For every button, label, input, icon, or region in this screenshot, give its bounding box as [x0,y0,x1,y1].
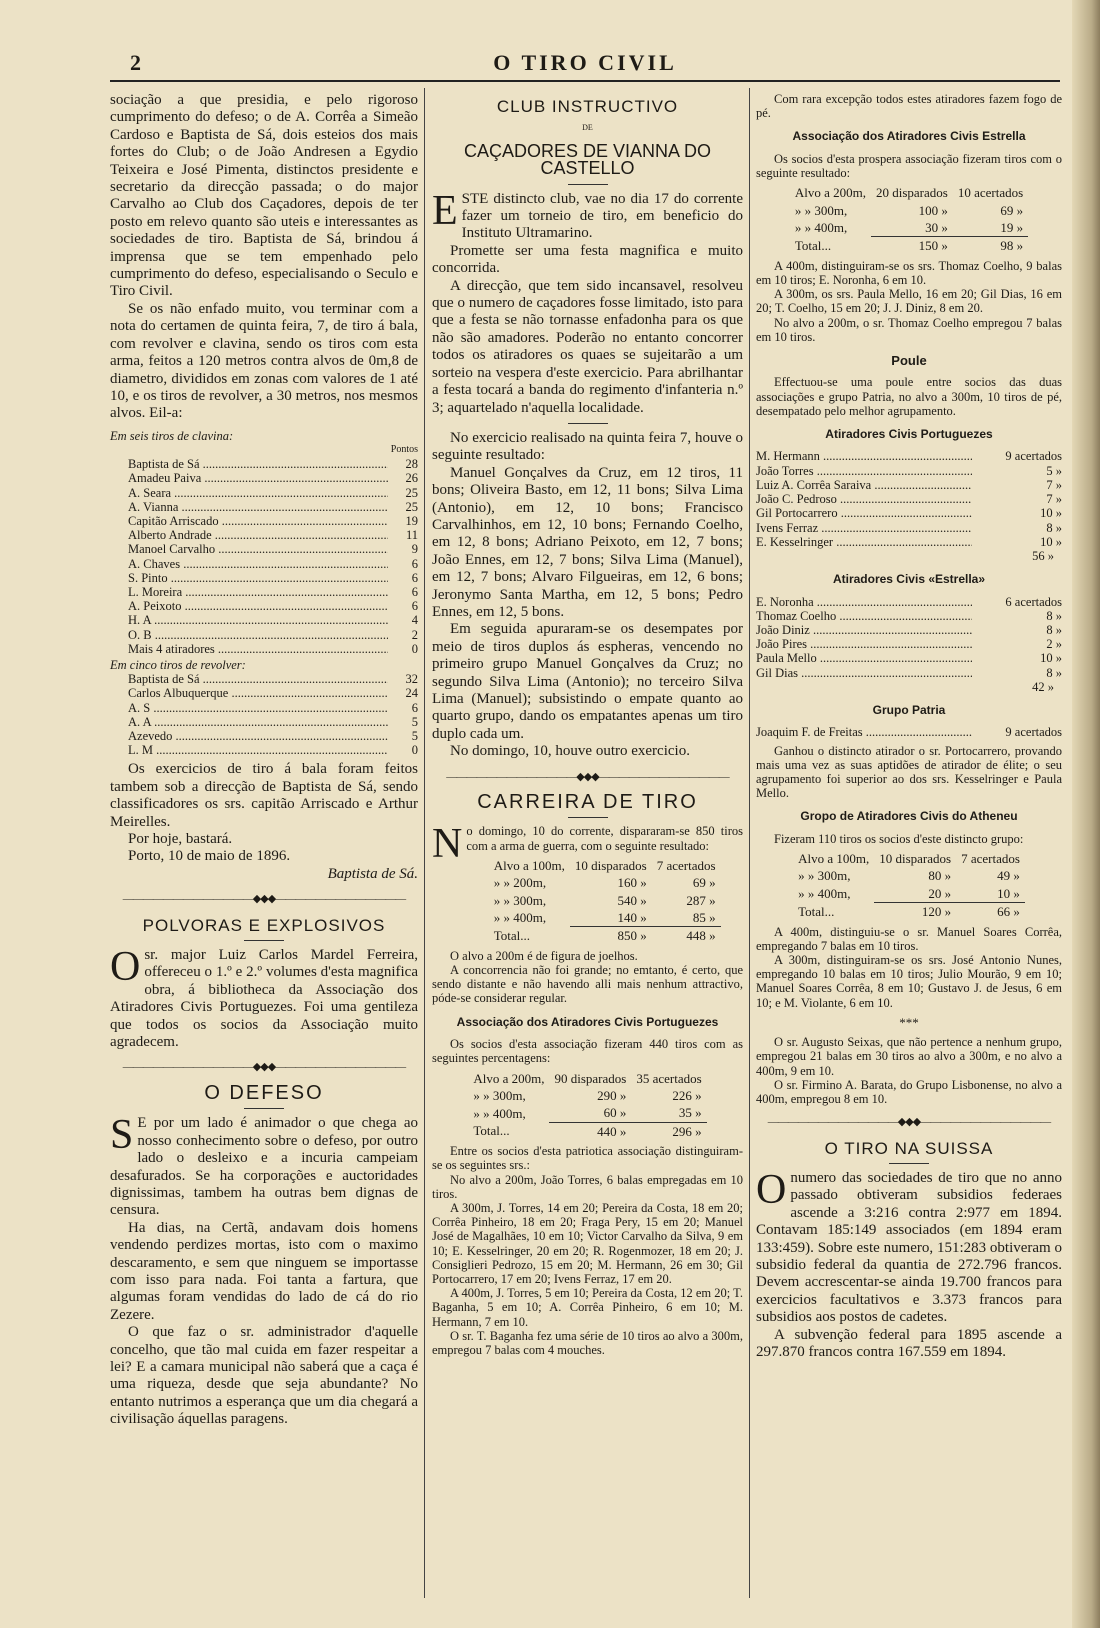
table-cell: » » 300m, [473,1087,526,1103]
table-cell: 80 » [928,868,952,884]
list-item-value: 8 » [1046,520,1062,535]
paragraph: Os socios d'esta associação fizeram 440 tiros com as seguintes percentagens: [432,1037,743,1066]
table-row [489,909,721,927]
poule-list [756,725,1062,739]
ornament: —————————————◆◆◆————————————— [122,1061,406,1074]
list-item-value: 5 [411,714,418,729]
list-item-name: A. S ..... [128,701,388,715]
table-row [790,202,1028,219]
paragraph: o domingo, 10 do corrente, dispararam-se 850 tiros com a arma de guerra, com o seguinte resultado: [466,824,743,853]
list-item [128,599,418,613]
table-cell: 448 » [686,928,716,944]
short-rule [244,940,284,941]
asterism: *** [899,1014,919,1030]
paragraph: A subvenção federal para 1895 ascende a 297.870 francos contra 167.559 em 1894. [756,1326,1062,1361]
paragraph: numero das sociedades de tiro que no anno passado obtiveram subsidios federaes ascende a 3:216 contra 2:977 em 1894. Contavam 185:149 associados (em 1894 eram 133:459). Sobre este numero, 151:283 obtiveram o subsidio federal da quantia de 272.796 francos. Devem accrescentar-se ainda 19.700 francos para exercicios facultativos e 3.373 francos para subsidios aos postos de cadetes. [756,1170,1062,1326]
list-item [756,725,1062,739]
drop-cap: S [110,1112,134,1159]
table-row [489,927,721,945]
list-item-name: João C. Pedroso ..... [756,492,972,506]
table-cell: Alvo a 200m, [794,185,866,201]
list-item-name: A. Seara ..... [128,486,388,500]
paragraph: Os exercicios de tiro á bala foram feitos tambem sob a direcção de Baptista de Sá, sendo classificadores os srs. capitão Arriscado e Arthur Meirelles. [110,761,418,830]
list-item-name: H. A ..... [128,613,388,627]
list-item-value: 5 [411,728,418,743]
list-item [128,729,418,743]
column-2 [432,92,743,1357]
list-item-value: 6 [411,570,418,585]
paragraph: sr. major Luiz Carlos Mardel Ferreira, offereceu o 1.º e 2.º volumes d'esta magnifica obra, á bibliotheca da Associação dos Atiradores Civis Portuguezes. Foi uma gentileza que todos os socios da Associação muito agradecem. [110,947,418,1051]
list-item-value: 8 » [1046,608,1062,623]
table-cell: 140 » [570,909,652,927]
table-cell: 10 acertados [957,185,1024,201]
list-item-name: Amadeu Paiva ..... [128,471,388,485]
column-divider [749,88,750,1598]
list-item [128,642,418,656]
table-cell: 120 » [921,904,952,920]
list-item-value: 8 » [1046,622,1062,637]
list-item-value: 2 » [1046,637,1062,652]
list-item [128,542,418,556]
list-item [756,449,1062,463]
table-cell: Alvo a 100m, [798,850,870,866]
table-cell: 30 » [871,219,953,237]
table-cell: 98 » [1000,238,1024,254]
clavina-label: Em seis tiros de clavina: [110,428,234,443]
table-cell: 150 » [918,238,948,254]
list-item [128,500,418,514]
short-rule [244,1108,284,1109]
section-title: O DEFESO [204,1081,324,1104]
paragraph: A concorrencia não foi grande; no emtanto, é certo, que sendo distante e não havendo alli mais nenhum attractivo, póde-se considerar regular. [432,963,743,1006]
list-item-name: João Torres ..... [756,464,972,478]
drop-cap: N [432,821,463,868]
paragraph: Ganhou o distincto atirador o sr. Portocarrero, provando mais uma vez as suas aptidões de atirador de élite; o seu agrupamento foi superior ao dos srs. Kesselringer e Paula Mello. [756,743,1062,801]
subsection-title: Associação dos Atiradores Civis Estrella [792,129,1026,144]
paragraph: A 400m, J. Torres, 5 em 10; Pereira da Costa, 12 em 20; T. Baganha, 5 em 10; A. Corrêa Pinheiro, 6 em 10; M. Hermann, 7 em 10. [432,1286,743,1329]
column-1 [110,92,418,1429]
list-item [128,715,418,729]
ornament: —————————————◆◆◆————————————— [446,770,729,783]
subsection-title: Associação dos Atiradores Civis Portuguezes [456,1014,719,1029]
drop-cap: O [110,944,141,991]
ornament: —————————————◆◆◆————————————— [767,1116,1051,1129]
section-title-de: DE [582,123,593,133]
table-cell: 10 disparados [574,857,647,873]
table-cell: Alvo a 200m, [473,1070,545,1086]
list-item-value: 6 [411,700,418,715]
list-item-name: A. Peixoto ..... [128,599,388,613]
list-item-name: Carlos Albuquerque ..... [128,686,388,700]
list-item-value: 9 acertados [1005,449,1062,464]
table-row [489,857,721,874]
paragraph: O sr. Firmino A. Barata, do Grupo Lisbonense, no alvo a 400m, empregou 8 em 10. [756,1077,1062,1107]
paragraph: Fizeram 110 tiros os socios d'este distincto grupo: [774,831,1024,846]
list-item-value: 6 [411,584,418,599]
list-item-value: 5 » [1046,463,1062,478]
list-item-value: 9 acertados [1005,725,1062,740]
list-item [756,637,1062,651]
table-cell: 66 » [997,904,1020,920]
list-item [128,457,418,471]
table-row [793,885,1025,903]
drop-cap: E [432,187,458,234]
list-item-value: 2 [411,627,418,642]
list-item-name: S. Pinto ..... [128,571,388,585]
list-item [128,672,418,686]
table-cell: 90 disparados [554,1070,627,1086]
dateline: Porto, 10 de maio de 1896. [128,848,291,865]
short-rule [889,1163,929,1164]
page-header [110,48,1060,78]
section-title: POLVORAS E EXPLOSIVOS [142,915,386,935]
section-title: O TIRO NA SUISSA [824,1138,994,1158]
paragraph: A 400m, distinguiram-se os srs. Thomaz Coelho, 9 balas em 10 tiros; E. Noronha, 6 em 10. [756,258,1062,288]
list-item-value: 6 [411,556,418,571]
list-item [128,571,418,585]
table-cell: » » 400m, [493,910,547,926]
section-title: CARREIRA DE TIRO [477,791,698,814]
table-cell: 85 » [652,909,721,927]
column-3 [756,92,1062,1362]
list-item [756,506,1062,520]
paragraph: sociação a que presidia, e pelo rigoroso cumprimento do defeso; o de A. Corrêa a Simeão Cardoso e Baptista de Sá, dois esteios dos mais fortes do Club; o de João Andresen a Egydio Teixeira e José Pimenta, distinctos presidente e secretario da direcção passada; o do major Carvalho ao Club dos Caçadores, depois de ter posto em relevo quanto são uteis e interessantes as sociedades de tiro. Baptista de Sá, brindou á imprensa que se tem empenhado pelo cumprimento do defeso, especialisando o Seculo e Tiro Civil. [110,92,418,300]
paragraph: Se os não enfado muito, vou terminar com a nota do certamen de quinta feira, 7, de tiro á bala, com revolver e clavina, sendo os tiros com esta arma, feitos a 120 metros contra alvos de 0m,8 de diametro, divididos em zonas com valores de 1 até 10, e os tiros de revolver, a 30 metros, nos mesmos alvos. Eil-a: [110,300,418,422]
table-cell: 296 » [672,1123,702,1139]
table-cell: 287 » [686,892,716,908]
list-item-value: 11 [405,528,418,543]
table-row [793,850,1025,867]
list-item-name: L. M ..... [128,743,388,757]
list-item-value: 25 [405,499,418,514]
list-item-name: Joaquim F. de Freitas ..... [756,725,972,739]
paragraph: O sr. T. Baganha fez uma série de 10 tiros ao alvo a 300m, empregou 7 balas com 4 mouches. [432,1328,743,1357]
list-item [756,666,1062,680]
paragraph: Os socios d'esta prospera associação fizeram tiros com o seguinte resultado: [756,151,1062,181]
paragraph: O sr. Augusto Seixas, que não pertence a nenhum grupo, empregou 21 balas em 30 tiros ao alvo a 300m, e no alvo a 400m, 9 em 10. [756,1035,1062,1078]
table-cell: Total... [798,903,835,919]
table-cell: 10 » [956,885,1025,903]
table-row [489,874,721,891]
list-item [756,623,1062,637]
poule-total: 42 » [1032,679,1054,694]
paragraph: O alvo a 200m é de figura de joelhos. [450,948,638,963]
list-item [756,478,1062,492]
table-cell: 20 » [874,885,956,903]
list-item-value: 8 » [1046,665,1062,680]
section-title: CLUB INSTRUCTIVO [496,97,679,116]
ornament: —————————————◆◆◆————————————— [122,893,406,906]
list-item-value: 7 » [1046,492,1062,507]
list-item [128,686,418,700]
list-item-value: 28 [405,457,418,472]
table-cell: Alvo a 100m, [493,857,565,873]
column-divider [424,88,425,1598]
pontos-label: Pontos [390,443,418,455]
table-cell: 7 acertados [961,850,1020,866]
table-cell: 440 » [597,1123,627,1139]
list-item-value: 10 » [1040,534,1062,549]
table-cell: Total... [794,238,832,254]
table-cell: 69 » [1000,202,1024,218]
paragraph: Com rara excepção todos estes atiradores fazem fogo de pé. [756,92,1062,121]
results-table [793,850,1025,921]
list-item [756,492,1062,506]
paragraph: Em seguida apuraram-se os desempates por meio de tiros duplos ás espheras, vencendo no primeiro grupo Manuel Gonçalves da Cruz; no segundo Silva Lima (Antonio); no terceiro Silva Lima (Manuel); subsistindo o empate quanto ao quarto grupo, dando os empatantes apenas um tiro duplo cada um. [432,621,743,742]
list-item-name: Baptista de Sá ..... [128,457,388,471]
short-rule [568,184,608,185]
list-item-name: Thomaz Coelho ..... [756,609,972,623]
list-item [128,585,418,599]
subsection-title: Gropo de Atiradores Civis do Atheneu [800,809,1018,824]
subsection-title: Atiradores Civis Portuguezes [825,427,993,442]
table-cell: » » 200m, [493,875,547,891]
table-row [793,867,1025,884]
table-cell: » » 400m, [798,886,851,902]
subsection-title: Poule [891,353,927,369]
table-row [468,1104,706,1122]
table-cell: 35 acertados [636,1070,702,1086]
table-cell: 19 » [953,219,1028,237]
paragraph: STE distincto club, vae no dia 17 do corrente fazer um torneio de tiro, em beneficio do Instituto Ultramarino. [461,190,743,242]
list-item-value: 19 [405,513,418,528]
list-item-value: 25 [405,485,418,500]
list-item-value: 10 » [1040,651,1062,666]
paragraph: E por um lado é animador o que chega ao nosso conhecimento sobre o defeso, por outro lado o desleixo e a incuria campeiam desafurados. Se ha corporações e auctoridades dignissimas, tambem ha outras bem dignas de censura. [110,1115,418,1219]
paragraph: Entre os socios d'esta patriotica associação distinguiram-se os seguintes srs.: [432,1144,743,1173]
list-item-value: 6 [411,599,418,614]
signature: Baptista de Sá. [327,865,418,882]
revolver-label: Em cinco tiros de revolver: [110,657,246,672]
list-item [128,613,418,627]
page-edge [1072,0,1100,1628]
table-row [468,1070,706,1087]
list-item-name: M. Hermann ..... [756,449,972,463]
table-row [468,1087,706,1104]
table-cell: » » 300m, [794,202,848,218]
list-item-name: Baptista de Sá ..... [128,672,388,686]
list-item [756,595,1062,609]
list-item [756,609,1062,623]
short-rule [568,423,608,424]
poule-total: 56 » [1032,548,1054,563]
list-item-name: A. Chaves ..... [128,557,388,571]
list-item-name: João Pires ..... [756,637,972,651]
list-item [128,486,418,500]
list-item-name: O. B ..... [128,628,388,642]
table-row [790,219,1028,237]
list-item [756,535,1062,549]
list-item-value: 32 [405,672,418,687]
list-item-name: Manoel Carvalho ..... [128,542,388,556]
list-item-name: Gil Dias ..... [756,666,972,680]
table-cell: » » 300m, [798,868,851,884]
list-item-name: Gil Portocarrero ..... [756,506,972,520]
subsection-title: Atiradores Civis «Estrella» [832,572,986,587]
header-rule [110,80,1060,82]
paragraph: O que faz o sr. administrador d'aquelle concelho, que tão mal cuida em fazer respeitar a lei? E a camara municipal não saberá que a caça é uma riqueza, desde que seja abundante? No entanto nutrimos a esperança que um dia chegará a civilisação áquellas paragens. [110,1324,418,1428]
table-row [489,892,721,909]
paragraph: Manuel Gonçalves da Cruz, em 12 tiros, 11 bons; Oliveira Basto, em 12, 11 bons; Silva Lima (Antonio), em 12, 10 bons; Francisco Carvalhinhos, em 12, 10 bons; Fernando Coelho, em 12, 8 bons; Adriano Peixoto, em 12, 7 bons; João Ennes, em 12, 7 bons; Silva Lima (Manuel), em 12, 7 bons; Alvaro Filgueiras, em 12, 6 bons; Jeronymo Santa Martha, em 12, 5 bons; Pedro Ennes, em 12, 5 bons. [432,464,743,620]
list-item [128,528,418,542]
table-row [793,903,1025,921]
list-item-name: Azevedo ..... [128,729,388,743]
paragraph: No exercicio realisado na quinta feira 7, houve o seguinte resultado: [432,429,743,464]
list-item-value: 7 » [1046,477,1062,492]
table-cell: 290 » [597,1087,627,1103]
paragraph: Promette ser uma festa magnifica e muito concorrida. [432,242,743,277]
table-cell: 540 » [617,892,647,908]
list-item-name: Luiz A. Corrêa Saraiva ..... [756,478,972,492]
paragraph: Effectuou-se uma poule entre socios das duas associações e grupo Patria, no alvo a 300m, 10 tiros de pé, desempatado pelo melhor agrupamento. [756,375,1062,418]
list-item [128,743,418,757]
list-item-value: 10 » [1040,506,1062,521]
table-cell: » » 400m, [794,220,848,236]
paragraph: A direcção, que tem sido incansavel, resolveu que o numero de caçadores fosse limitado, isto para que a festa se não tornasse enfadonha para os que não são amadores. Poderão no entanto concorrer todos os atiradores os quaes se sujeitarão a um sorteio na vespera d'este exercicio. Para abrilhantar a festa tocará a banda do regimento d'infanteria n.º 3; aquartelado n'aquella localidade. [432,277,743,416]
list-item-name: Capitão Arriscado ..... [128,514,388,528]
paragraph: A 300m, distinguiram-se os srs. José Antonio Nunes, empregando 10 balas em 10 tiros; Julio Mourão, 9 em 10; Manuel Soares Corrêa, 8 em 10; Gustavo J. de Jesus, 6 em 10; e M. Violante, 6 em 10. [756,953,1062,1010]
table-cell: 35 » [631,1104,706,1122]
list-item-value: 0 [411,743,418,758]
table-cell: 69 » [692,875,716,891]
list-item [128,557,418,571]
page-number: 2 [130,50,141,75]
table-cell: 49 » [997,868,1020,884]
results-table [790,184,1028,255]
list-item-name: Paula Mello ..... [756,651,972,665]
table-cell: 226 » [672,1087,702,1103]
list-item-name: E. Kesselringer ..... [756,535,972,549]
poule-list [756,449,1062,548]
list-item-name: A. Vianna ..... [128,500,388,514]
paragraph: No alvo a 200m, João Torres, 6 balas empregadas em 10 tiros. [432,1172,743,1201]
list-item-name: E. Noronha ..... [756,595,972,609]
paragraph: Por hoje, bastará. [128,831,233,848]
list-item-value: 24 [405,686,418,701]
revolver-list [110,672,418,757]
paragraph: A 400m, distinguiu-se o sr. Manuel Soares Corrêa, empregando 7 balas em 10 tiros. [756,924,1062,953]
list-item-value: 0 [411,641,418,656]
table-cell: Total... [493,928,531,944]
table-cell: 10 disparados [879,850,952,866]
paragraph: No domingo, 10, houve outro exercicio. [450,743,690,760]
subsection-title: Grupo Patria [872,702,946,717]
list-item-value: 6 acertados [1005,594,1062,609]
paragraph: A 300m, os srs. Paula Mello, 16 em 20; Gil Dias, 16 em 20; T. Coelho, 15 em 20; J. J. Diniz, 8 em 20. [756,287,1062,316]
table-cell: 850 » [617,928,647,944]
list-item [128,701,418,715]
list-item [128,471,418,485]
table-row [790,184,1028,201]
table-cell: 60 » [549,1104,631,1122]
list-item-value: 26 [405,471,418,486]
masthead: O TIRO CIVIL [493,50,677,75]
list-item-name: João Diniz ..... [756,623,972,637]
section-subtitle: CAÇADORES DE VIANNA DO CASTELLO [463,140,712,179]
list-item [756,651,1062,665]
table-row [468,1122,706,1140]
poule-list [756,595,1062,680]
list-item [756,521,1062,535]
results-table [468,1070,706,1141]
table-cell: » » 300m, [493,892,547,908]
table-cell: 20 disparados [875,185,948,201]
paragraph: No alvo a 200m, o sr. Thomaz Coelho empregou 7 balas em 10 tiros. [756,315,1062,344]
list-item [128,514,418,528]
table-row [790,237,1028,255]
table-cell: » » 400m, [473,1105,526,1121]
table-cell: 100 » [918,202,948,218]
table-cell: 7 acertados [656,857,716,873]
list-item-value: 4 [411,613,418,628]
table-cell: Total... [473,1123,510,1139]
list-item-name: Ivens Ferraz ..... [756,521,972,535]
list-item-name: A. A ..... [128,715,388,729]
table-cell: 160 » [617,875,647,891]
list-item-name: Mais 4 atiradores ..... [128,642,388,656]
drop-cap: O [756,1167,787,1214]
paragraph: A 300m, J. Torres, 14 em 20; Pereira da Costa, 18 em 20; Corrêa Pinheiro, 18 em 20; Fraga Pery, 15 em 20; Manuel José de Magalhães, 10 em 10; Victor Carvalho da Silva, 9 em 10; E. Kesselringer, 20 em 20; R. Rogenmozer, 18 em 20; J. Consiglieri Pedrozo, 15 em 20; M. Hermann, 26 em 30; Gil Portocarrero, 17 em 20; Ivens Ferraz, 17 em 20. [432,1200,743,1286]
results-table [489,857,721,945]
list-item-name: Alberto Andrade ..... [128,528,388,542]
short-rule [568,817,608,818]
list-item-name: L. Moreira ..... [128,585,388,599]
paragraph: Ha dias, na Certã, andavam dois homens vendendo perdizes mortas, isto com o maximo descaramento, e sem que ninguem se importasse com isso para nada. Foi tanta a fartura, que algumas foram vendidas do lado de cá do rio Zezere. [110,1219,418,1323]
list-item [128,628,418,642]
list-item-value: 9 [411,542,418,557]
clavina-list [110,457,418,656]
list-item [756,464,1062,478]
